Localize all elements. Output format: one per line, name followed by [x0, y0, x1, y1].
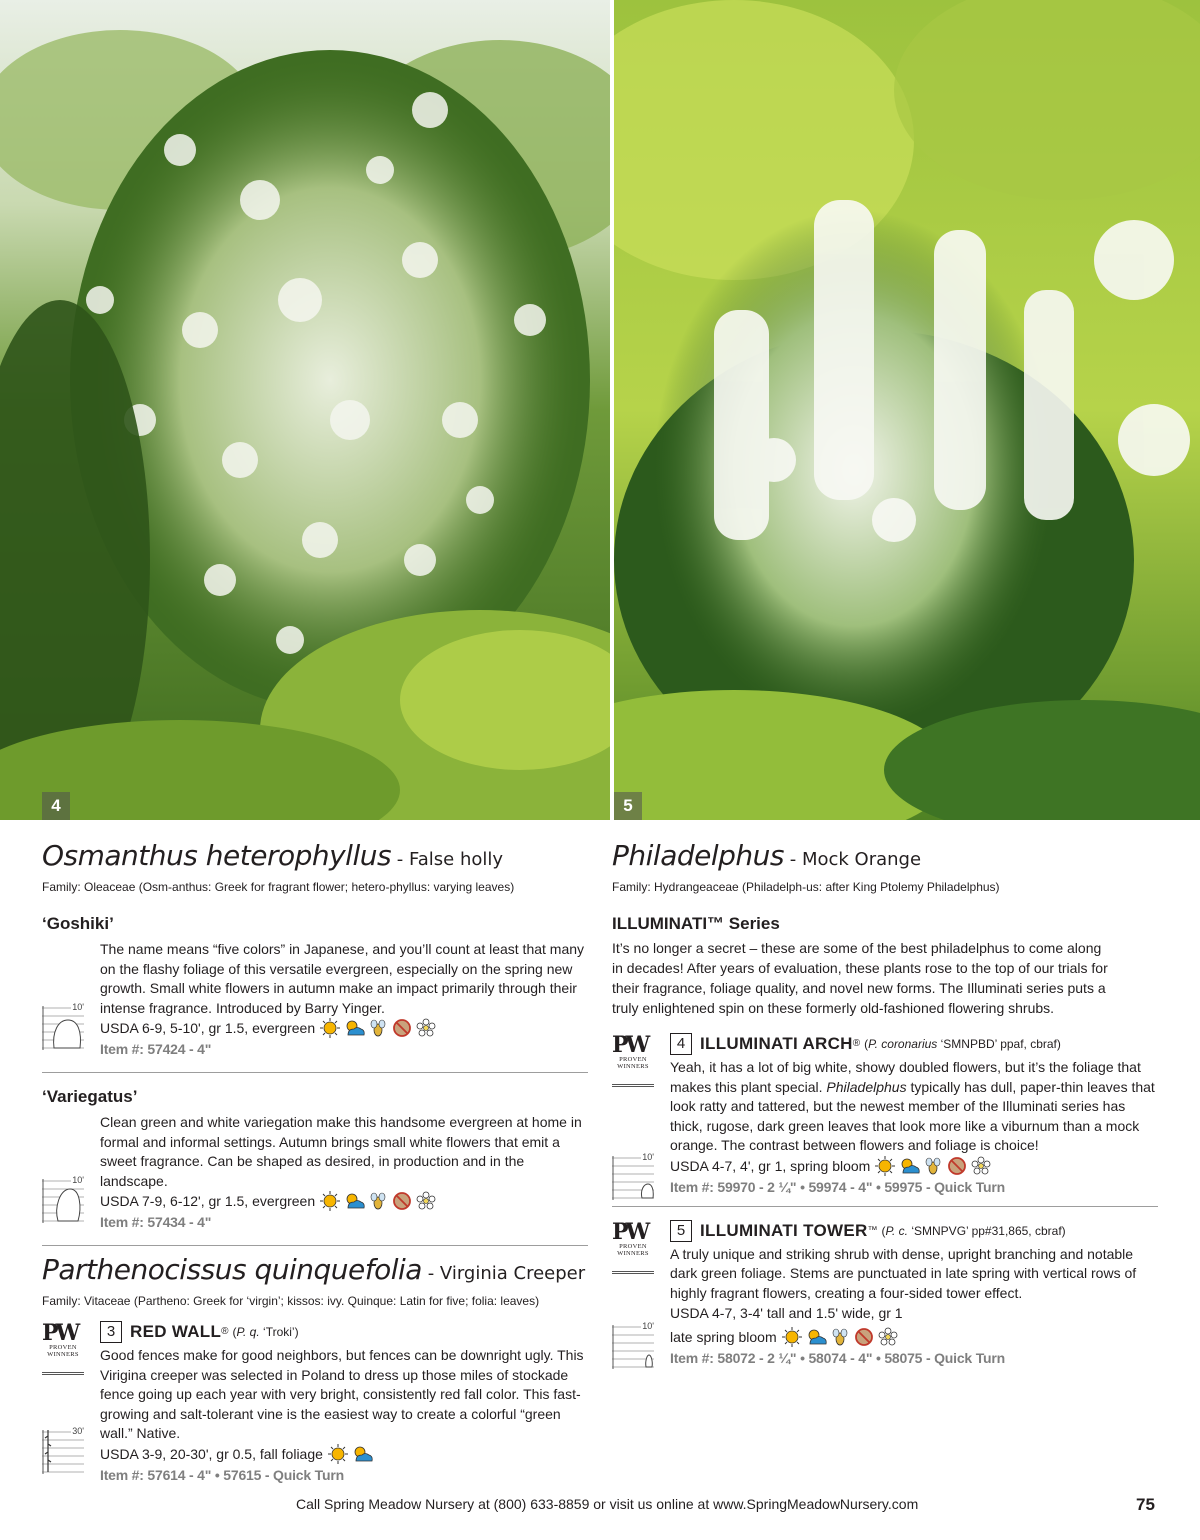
note-cultivar: ‘SMNPBD’ ppaf, cbraf) — [937, 1037, 1061, 1051]
genus-name: Osmanthus heterophyllus — [42, 839, 392, 872]
pw-logo-mark: PW — [612, 1032, 648, 1058]
genus-name: Parthenocissus quinquefolia — [42, 1253, 422, 1286]
note-cultivar: ‘SMNPVG’ pp#31,865, cbraf) — [908, 1223, 1066, 1238]
series-title: ILLUMINATI™ Series — [612, 914, 780, 933]
series-description: It’s no longer a secret – these are some of the best philadelphus to come along in decades! After years of evaluation, these plants rose to the top of our trials for their fragrance, foliage quality, and novel new forms. The Illuminati series puts a truly enlightened spin on these formerly old-fashioned flowering shrubs. — [612, 940, 1108, 1016]
genus-heading — [42, 838, 588, 878]
pw-logo-line2: WINNERS — [47, 1351, 79, 1358]
cultivar-description: The name means “five colors” in Japanese, and you’ll count at least that many on the flashy foliage of this versatile evergreen, especially on the spring new growth. Small white flowers in autumn make an impact primarily through their intense fragrance. Introduced by Barry Yinger. — [100, 941, 585, 1016]
part-sun-icon — [343, 1018, 365, 1038]
genus-separator: - — [421, 1263, 440, 1284]
exposure-icons — [874, 1156, 992, 1176]
height-label: 10' — [642, 1152, 654, 1162]
cultivar-title: ‘Goshiki’ — [42, 914, 114, 933]
exposure-icons — [327, 1444, 373, 1464]
pw-logo-mark: PW — [42, 1320, 78, 1346]
note-cultivar: ‘Troki’) — [259, 1325, 299, 1339]
pollinator-icon — [922, 1156, 944, 1176]
item-number: Item #: 59970 - 2 ¼" • 59974 - 4" • 59975 - Quick Turn — [670, 1178, 1005, 1195]
spec-text: USDA 4-7, 4', gr 1, spring bloom — [670, 1157, 871, 1174]
spec-line — [670, 1327, 1158, 1347]
plant-size-icon — [42, 1175, 84, 1223]
desc-part-b: typically has dull, paper-thin leaves that look ratty and tattered, but the newest member of the Illuminati series has thick, rugose, dark green leaves that look more like a viburnum than a mock orange. The contrast between flowers and foliage is choice! — [670, 1078, 1155, 1153]
item-number: Item #: 57614 - 4" • 57615 - Quick Turn — [100, 1466, 344, 1483]
pw-logo-rule — [612, 1084, 654, 1087]
footer-contact: Call Spring Meadow Nursery at (800) 633-8859 or visit us online at www.SpringMeadowNursery.com — [296, 1496, 919, 1512]
spec-line — [670, 1156, 1158, 1176]
left-column — [42, 838, 588, 1486]
genus-name: Philadelphus — [612, 839, 784, 872]
variety-note — [882, 1219, 1066, 1243]
pw-logo-rule — [42, 1372, 84, 1375]
height-label: 10' — [72, 1175, 84, 1185]
part-sun-icon — [343, 1191, 365, 1211]
note-open: ( — [881, 1223, 886, 1238]
common-name: False holly — [409, 849, 504, 870]
proven-winners-logo — [612, 1034, 658, 1090]
pw-logo-line1: PROVEN — [49, 1344, 77, 1351]
note-open: ( — [864, 1037, 869, 1051]
spec-text: late spring bloom — [670, 1329, 777, 1345]
common-name: Mock Orange — [801, 849, 922, 870]
desc-part-a: Yeah, it has a lot of big white, showy doubled flowers, but it’s the foliage that makes this plant special. — [670, 1059, 1141, 1095]
pw-logo-line2: WINNERS — [617, 1063, 649, 1070]
height-label: 30' — [72, 1426, 84, 1436]
item-number: Item #: 57434 - 4" — [100, 1214, 212, 1230]
spec-line — [100, 1018, 588, 1038]
spec-line — [100, 1191, 588, 1211]
variety-heading — [100, 1320, 588, 1344]
height-label: 10' — [642, 1320, 654, 1331]
spec-line — [100, 1444, 588, 1464]
item-number: Item #: 57424 - 4" — [100, 1041, 212, 1057]
height-label: 10' — [72, 1002, 84, 1012]
variety-description: A truly unique and striking shrub with dense, upright branching and notable dark green foliage. Stems are punctuated in late spring with vertical rows of highly fragrant flowers, creating a four-sided tower effect. — [670, 1245, 1137, 1301]
variety-description — [670, 1058, 1158, 1156]
variety-name: ILLUMINATI ARCH — [700, 1034, 853, 1053]
variety-description: Good fences make for good neighbors, but fences can be downright ugly. This Virigina creeper was selected in Poland to dress up those miles of stockade fence going up each year with very bright, consistently red fall color. This fast-growing and salt-tolerant vine is the easiest way to create a colorful “green wall.” Native. — [100, 1347, 584, 1441]
family-line: Family: Vitaceae (Partheno: Greek for ‘virgin’; kissos: ivy. Quinque: Latin for five; folia: leaves) — [42, 1294, 540, 1308]
full-sun-icon — [874, 1156, 896, 1176]
deer-resistant-icon — [946, 1156, 968, 1176]
variety-heading — [670, 1219, 1158, 1243]
plant-size-icon — [612, 1152, 654, 1200]
variety-note — [864, 1032, 1061, 1056]
deer-resistant-icon — [391, 1191, 413, 1211]
cultivar-title: ‘Variegatus’ — [42, 1087, 138, 1106]
common-name: Virginia Creeper — [439, 1263, 586, 1284]
variety-number: 3 — [100, 1321, 122, 1343]
flower-icon — [970, 1156, 992, 1176]
variety-number: 4 — [670, 1033, 692, 1055]
spec-text: USDA 6-9, 5-10', gr 1.5, evergreen — [100, 1020, 316, 1036]
genus-separator: - — [391, 849, 410, 870]
variety-entry — [612, 1032, 1158, 1198]
variety-entry — [612, 1219, 1158, 1370]
pw-logo-line2: WINNERS — [617, 1249, 649, 1257]
plant-size-icon — [42, 1002, 84, 1050]
genus-heading — [612, 838, 1158, 878]
plant-size-icon — [42, 1426, 84, 1474]
cultivar-description: Clean green and white variegation make this handsome evergreen at home in formal and informal settings. Autumn brings small white flowers that emit a sweet fragrance. Can be shaped as desired, in production and in the landscape. — [100, 1114, 582, 1189]
pw-logo-rule — [612, 1271, 654, 1274]
note-species: P. coronarius — [868, 1037, 938, 1051]
deer-resistant-icon — [391, 1018, 413, 1038]
part-sun-icon — [898, 1156, 920, 1176]
photo-left-image — [0, 0, 610, 820]
exposure-icons — [781, 1327, 899, 1347]
page-number: 75 — [1136, 1495, 1155, 1514]
registered-mark: ® — [221, 1326, 229, 1337]
plant-size-icon — [612, 1321, 654, 1369]
spec-line-size: USDA 4-7, 3-4' tall and 1.5' wide, gr 1 — [670, 1305, 903, 1321]
spec-text: USDA 7-9, 6-12', gr 1.5, evergreen — [100, 1193, 316, 1209]
spec-text: USDA 3-9, 20-30', gr 0.5, fall foliage — [100, 1445, 323, 1462]
pw-logo-line1: PROVEN — [619, 1056, 647, 1063]
variety-name: RED WALL — [130, 1322, 222, 1341]
note-species: P. q. — [236, 1325, 260, 1339]
family-line: Family: Hydrangeaceae (Philadelph-us: after King Ptolemy Philadelphus) — [612, 880, 1000, 894]
trademark-mark: ™ — [867, 1224, 878, 1236]
deer-resistant-icon — [853, 1327, 875, 1347]
family-line: Family: Oleaceae (Osm-anthus: Greek for fragrant flower; hetero-phyllus: varying leaves) — [42, 880, 515, 894]
section-divider — [42, 1245, 588, 1246]
registered-mark: ® — [852, 1038, 861, 1049]
full-sun-icon — [327, 1444, 349, 1464]
pw-logo-line1: PROVEN — [619, 1242, 647, 1250]
note-species: P. c. — [885, 1223, 909, 1238]
full-sun-icon — [781, 1327, 803, 1347]
photo-right-image — [614, 0, 1200, 820]
right-column — [612, 838, 1158, 1369]
exposure-icons — [319, 1018, 437, 1038]
item-number: Item #: 58072 - 2 ¼" • 58074 - 4" • 58075 - Quick Turn — [670, 1350, 1005, 1366]
proven-winners-logo — [612, 1218, 658, 1277]
cultivar-entry — [42, 940, 588, 1060]
variety-name: ILLUMINATI TOWER — [700, 1220, 868, 1240]
photo-osmanthus — [0, 0, 610, 820]
section-divider — [42, 1072, 588, 1073]
genus-heading — [42, 1252, 588, 1292]
section-divider — [612, 1206, 1158, 1207]
variety-note — [233, 1320, 299, 1344]
desc-genus: Philadelphus — [826, 1078, 907, 1095]
variety-heading — [670, 1032, 1158, 1056]
proven-winners-logo — [42, 1322, 88, 1378]
flower-icon — [877, 1327, 899, 1347]
pollinator-icon — [367, 1191, 389, 1211]
exposure-icons — [319, 1191, 437, 1211]
photo-number-badge: 4 — [42, 792, 70, 820]
cultivar-entry — [42, 1113, 588, 1233]
pollinator-icon — [367, 1018, 389, 1038]
note-open: ( — [232, 1325, 237, 1339]
full-sun-icon — [319, 1191, 341, 1211]
photo-number-badge: 5 — [614, 792, 642, 820]
photo-philadelphus — [614, 0, 1200, 820]
part-sun-icon — [805, 1327, 827, 1347]
full-sun-icon — [319, 1018, 341, 1038]
flower-icon — [415, 1018, 437, 1038]
variety-entry — [42, 1320, 588, 1486]
pw-logo-mark: PW — [612, 1218, 648, 1245]
variety-number: 5 — [670, 1220, 692, 1242]
genus-separator: - — [783, 849, 802, 870]
part-sun-icon — [351, 1444, 373, 1464]
pollinator-icon — [829, 1327, 851, 1347]
flower-icon — [415, 1191, 437, 1211]
